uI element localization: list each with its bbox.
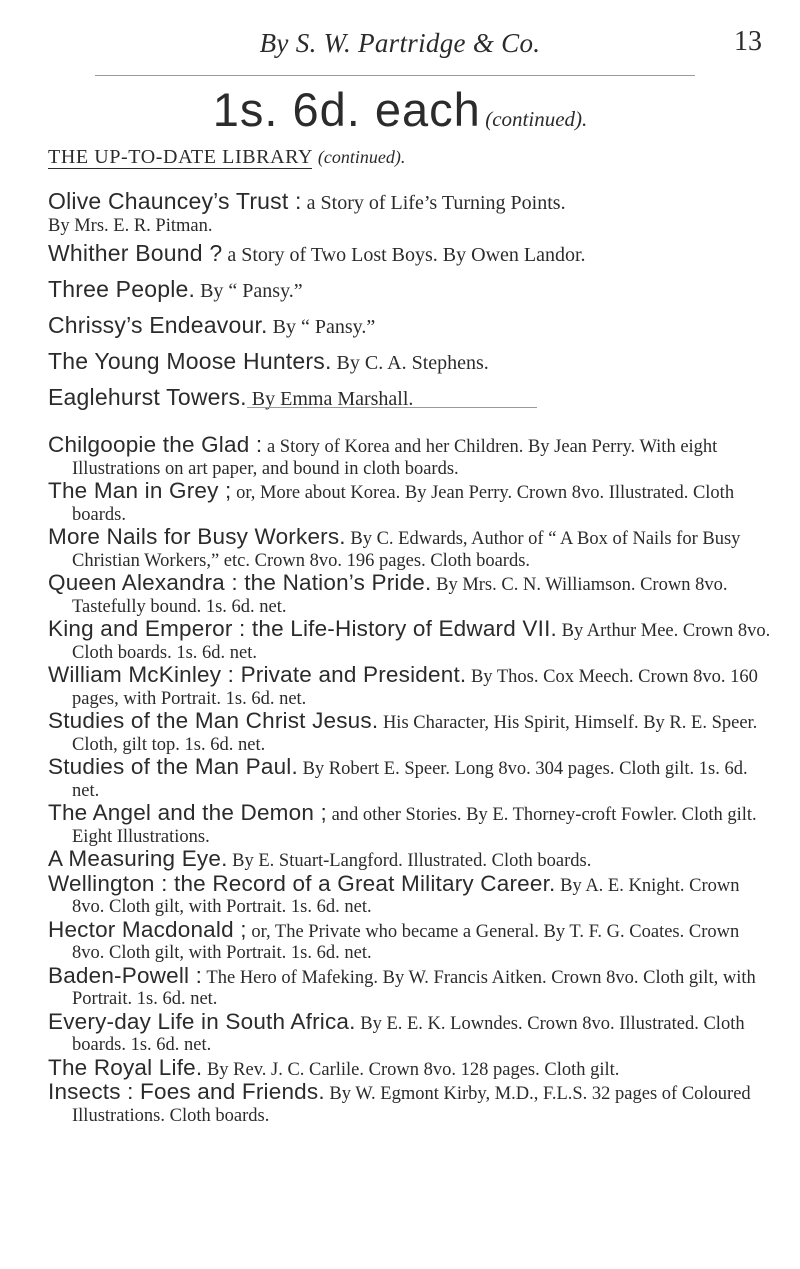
book-description: and other Stories. By E. Thorney-croft Fowler. Cloth gilt. Eight Illustrations.: [72, 805, 757, 847]
running-head-title: By S. W. Partridge & Co.: [259, 28, 541, 58]
book-entry: [48, 382, 773, 416]
book-entry: [48, 756, 773, 802]
book-description: By A. E. Knight. Crown 8vo. Cloth gilt, with Portrait. 1s. 6d. net.: [72, 875, 740, 917]
book-description: By “ Pansy.”: [195, 280, 303, 302]
book-entry: [48, 238, 773, 272]
book-description: His Character, His Spirit, Himself. By R. E. Speer. Cloth, gilt top. 1s. 6d. net.: [72, 713, 758, 755]
library-heading-continued: (continued).: [317, 147, 406, 167]
book-entry: [48, 1008, 773, 1057]
book-entry: [48, 618, 773, 664]
book-description: By Thos. Cox Meech. Crown 8vo. 160 pages, with Portrait. 1s. 6d. net.: [72, 667, 758, 709]
book-description: By Arthur Mee. Crown 8vo. Cloth boards. 1s. 6d. net.: [72, 621, 771, 663]
book-entry: [48, 1081, 773, 1127]
section-divider: [247, 407, 537, 408]
book-title: Eaglehurst Towers.: [48, 384, 247, 410]
book-title: Every-day Life in South Africa.: [48, 1008, 356, 1034]
book-description: or, The Private who became a General. By T. F. G. Coates. Crown 8vo. Cloth gilt, with Portrait. 1s. 6d. net.: [72, 921, 740, 963]
price-heading-main: 1s. 6d. each: [212, 83, 481, 136]
book-description: By C. Edwards, Author of “ A Box of Nails for Busy Christian Workers,” etc. Crown 8vo. 196 pages. Cloth boards.: [72, 529, 741, 571]
book-description: The Hero of Mafeking. By W. Francis Aitken. Crown 8vo. Cloth gilt, with Portrait. 1s. 6d. net.: [72, 967, 756, 1009]
book-description: By C. A. Stephens.: [331, 352, 489, 374]
book-description: or, More about Korea. By Jean Perry. Crown 8vo. Illustrated. Cloth boards.: [72, 483, 735, 525]
book-title: The Young Moose Hunters.: [48, 348, 332, 374]
book-title: Wellington : the Record of a Great Military Career.: [48, 870, 556, 896]
book-description: By Emma Marshall.: [246, 388, 414, 410]
book-title: Baden-Powell :: [48, 962, 203, 988]
book-entry: [48, 346, 773, 380]
book-description: By “ Pansy.”: [267, 316, 376, 338]
book-entry: [48, 274, 773, 308]
book-title: Queen Alexandra : the Nation’s Pride.: [48, 570, 432, 595]
book-title: Chilgoopie the Glad :: [48, 432, 263, 457]
book-description: a Story of Life’s Turning Points.: [301, 192, 566, 214]
book-entry: [48, 916, 773, 965]
book-list-upper: [48, 186, 773, 418]
book-entry: [48, 710, 773, 756]
book-title: William McKinley : Private and President.: [48, 662, 467, 687]
book-entry: [48, 186, 773, 236]
book-title: The Royal Life.: [48, 1054, 203, 1080]
book-entry: [48, 870, 773, 919]
price-heading: [0, 82, 800, 137]
book-title: A Measuring Eye.: [48, 846, 228, 871]
book-title: Hector Macdonald ;: [48, 916, 247, 942]
book-title: Insects : Foes and Friends.: [48, 1079, 325, 1104]
book-description: By W. Egmont Kirby, M.D., F.L.S. 32 pages of Coloured Illustrations. Cloth boards.: [72, 1084, 751, 1126]
book-entry: [48, 572, 773, 618]
book-title: Whither Bound ?: [48, 240, 223, 266]
book-title: Olive Chauncey’s Trust :: [48, 188, 302, 214]
book-entry: [48, 310, 773, 344]
book-entry: [48, 848, 773, 873]
book-entry: [48, 1054, 773, 1082]
running-head: [0, 24, 800, 64]
book-entry: [48, 802, 773, 848]
book-entry: [48, 962, 773, 1011]
library-heading-title: THE UP-TO-DATE LIBRARY: [48, 146, 313, 168]
book-title: The Man in Grey ;: [48, 478, 232, 503]
book-title: Three People.: [48, 276, 196, 302]
library-heading: [48, 146, 405, 169]
book-description: By Robert E. Speer. Long 8vo. 304 pages. Cloth gilt. 1s. 6d. net.: [72, 759, 748, 801]
book-title: Studies of the Man Paul.: [48, 754, 298, 779]
book-description: By E. Stuart-Langford. Illustrated. Cloth boards.: [227, 851, 592, 871]
page-number: 13: [734, 26, 762, 57]
book-entry: [48, 664, 773, 710]
book-entry: [48, 480, 773, 526]
book-description: By Rev. J. C. Carlile. Crown 8vo. 128 pages. Cloth gilt.: [202, 1059, 620, 1080]
book-description: a Story of Two Lost Boys. By Owen Landor.: [222, 244, 586, 266]
book-entry: [48, 526, 773, 572]
book-entry: [48, 434, 773, 480]
book-title: More Nails for Busy Workers.: [48, 524, 346, 549]
book-description: By E. E. K. Lowndes. Crown 8vo. Illustrated. Cloth boards. 1s. 6d. net.: [72, 1013, 745, 1055]
book-list-lower: [48, 434, 773, 1127]
header-rule: [95, 75, 695, 76]
price-heading-continued: (continued).: [485, 107, 588, 131]
book-title: Studies of the Man Christ Jesus.: [48, 708, 379, 733]
book-title: King and Emperor : the Life-History of Edward VII.: [48, 616, 557, 641]
book-description: a Story of Korea and her Children. By Jean Perry. With eight Illustrations on art paper, and bound in cloth boards.: [72, 437, 718, 479]
book-author: By Mrs. E. R. Pitman.: [48, 216, 213, 236]
book-title: The Angel and the Demon ;: [48, 800, 327, 825]
book-title: Chrissy’s Endeavour.: [48, 312, 268, 338]
book-description: By Mrs. C. N. Williamson. Crown 8vo. Tastefully bound. 1s. 6d. net.: [72, 575, 728, 617]
